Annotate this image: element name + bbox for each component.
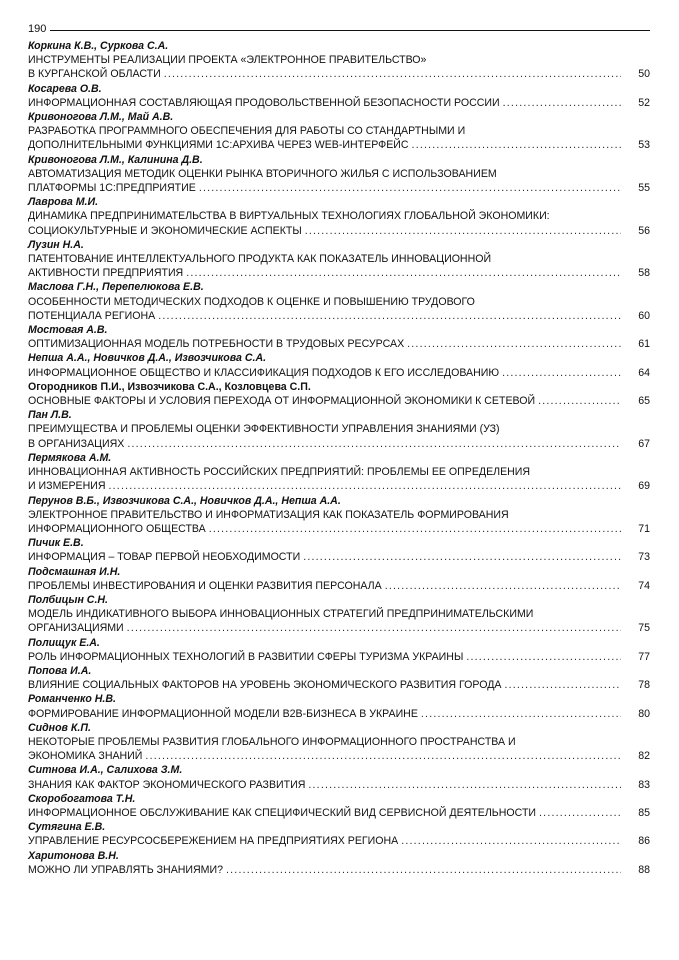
- entry-title: [28, 508, 650, 536]
- entry-title-line: ИНФОРМАЦИЯ – ТОВАР ПЕРВОЙ НЕОБХОДИМОСТИ: [28, 551, 301, 564]
- entry-authors: Скоробогатова Т.Н.: [28, 792, 136, 805]
- toc-entry: [28, 39, 650, 82]
- entry-authors: Полищук Е.А.: [28, 636, 100, 649]
- dot-leader: [308, 778, 621, 792]
- dot-leader: [385, 579, 621, 593]
- entry-title: [28, 295, 650, 323]
- entry-authors: Непша А.А., Новичков Д.А., Извозчикова С.А.: [28, 352, 267, 365]
- entry-authors: Сиднов К.П.: [28, 721, 91, 734]
- dot-leader: [538, 394, 621, 408]
- entry-page-number: 58: [638, 267, 650, 280]
- entry-authors: Коркина К.В., Суркова С.А.: [28, 40, 169, 52]
- entry-title-line: ЭЛЕКТРОННОЕ ПРАВИТЕЛЬСТВО И ИНФОРМАТИЗАЦИЯ КАК ПОКАЗАТЕЛЬ ФОРМИРОВАНИЯ: [28, 508, 509, 521]
- entry-title: [28, 252, 650, 280]
- entry-authors: Ситнова И.А., Салихова З.М.: [28, 764, 183, 777]
- dot-leader: [502, 366, 621, 380]
- toc-entry: [28, 763, 650, 791]
- entry-title-line: АКТИВНОСТИ ПРЕДПРИЯТИЯ: [28, 267, 184, 280]
- entry-page-number: 52: [638, 96, 650, 109]
- entry-title-last-line: [28, 522, 650, 536]
- entry-title: [28, 863, 650, 877]
- entry-title-last-line: [28, 749, 650, 763]
- entry-authors: Лаврова М.И.: [28, 196, 99, 209]
- dot-leader: [109, 479, 621, 493]
- dot-leader: [539, 806, 621, 820]
- entry-title-line: УПРАВЛЕНИЕ РЕСУРСОСБЕРЕЖЕНИЕМ НА ПРЕДПРИЯТИЯХ РЕГИОНА: [28, 835, 399, 848]
- dot-leader: [407, 337, 621, 351]
- entry-title-line: НЕКОТОРЫЕ ПРОБЛЕМЫ РАЗВИТИЯ ГЛОБАЛЬНОГО ИНФОРМАЦИОННОГО ПРОСТРАНСТВА И: [28, 735, 516, 748]
- entry-title-last-line: [28, 366, 650, 380]
- entry-title-last-line: [28, 394, 650, 408]
- entry-authors: Мостовая А.В.: [28, 324, 108, 337]
- entry-title-last-line: [28, 437, 650, 451]
- dot-leader: [158, 309, 621, 323]
- entry-title-last-line: [28, 707, 650, 721]
- entry-page-number: 78: [638, 679, 650, 692]
- toc-entry: [28, 664, 650, 692]
- dot-leader: [209, 522, 621, 536]
- entry-title-line: ИНФОРМАЦИОННОЕ ОБСЛУЖИВАНИЕ КАК СПЕЦИФИЧЕСКИЙ ВИД СЕРВИСНОЙ ДЕЯТЕЛЬНОСТИ: [28, 806, 537, 819]
- entry-title-last-line: [28, 181, 650, 195]
- toc-entry: [28, 849, 650, 877]
- toc-entry: [28, 82, 650, 110]
- toc-entry: [28, 380, 650, 408]
- entry-title: [28, 806, 650, 820]
- entry-title-line: ФОРМИРОВАНИЕ ИНФОРМАЦИОННОЙ МОДЕЛИ B2B-БИЗНЕСА В УКРАИНЕ: [28, 707, 418, 720]
- entry-title-line: РОЛЬ ИНФОРМАЦИОННЫХ ТЕХНОЛОГИЙ В РАЗВИТИИ СФЕРЫ ТУРИЗМА УКРАИНЫ: [28, 650, 464, 663]
- entry-title-line: ОПТИМИЗАЦИОННАЯ МОДЕЛЬ ПОТРЕБНОСТИ В ТРУДОВЫХ РЕСУРСАХ: [28, 338, 405, 351]
- entry-title-line: АВТОМАТИЗАЦИЯ МЕТОДИК ОЦЕНКИ РЫНКА ВТОРИЧНОГО ЖИЛЬЯ С ИСПОЛЬЗОВАНИЕМ: [28, 167, 497, 180]
- entry-title-line: ОРГАНИЗАЦИЯМИ: [28, 622, 124, 635]
- entry-authors: Романченко Н.В.: [28, 693, 116, 706]
- entry-authors: Подсмашная И.Н.: [28, 565, 121, 578]
- toc-entry: [28, 110, 650, 153]
- page-header: [28, 22, 650, 36]
- entry-title: [28, 394, 650, 408]
- entry-title-last-line: [28, 650, 650, 664]
- entry-title-line: ПРЕИМУЩЕСТВА И ПРОБЛЕМЫ ОЦЕНКИ ЭФФЕКТИВНОСТИ УПРАВЛЕНИЯ ЗНАНИЯМИ (УЗ): [28, 423, 500, 436]
- entry-title: [28, 607, 650, 635]
- entry-page-number: 67: [638, 437, 650, 450]
- entry-title: [28, 366, 650, 380]
- entry-title-line: ВЛИЯНИЕ СОЦИАЛЬНЫХ ФАКТОРОВ НА УРОВЕНЬ ЭКОНОМИЧЕСКОГО РАЗВИТИЯ ГОРОДА: [28, 679, 502, 692]
- entry-page-number: 74: [638, 579, 650, 592]
- entry-title: [28, 209, 650, 237]
- entry-title-last-line: [28, 266, 650, 280]
- entry-title-last-line: [28, 224, 650, 238]
- entry-page-number: 55: [638, 182, 650, 195]
- entry-title-last-line: [28, 778, 650, 792]
- entry-page-number: 73: [638, 551, 650, 564]
- entry-title: [28, 579, 650, 593]
- entry-title-line: МОДЕЛЬ ИНДИКАТИВНОГО ВЫБОРА ИННОВАЦИОННЫХ СТРАТЕГИЙ ПРЕДПРИНИМАТЕЛЬСКИМИ: [28, 608, 534, 621]
- toc-entry: [28, 323, 650, 351]
- dot-leader: [401, 834, 621, 848]
- entry-authors: Перунов В.Б., Извозчикова С.А., Новичков Д.А., Непша А.А.: [28, 494, 341, 507]
- entry-title-last-line: [28, 834, 650, 848]
- entry-title-last-line: [28, 337, 650, 351]
- entry-title: [28, 678, 650, 692]
- dot-leader: [303, 550, 621, 564]
- entry-authors: Сутягина Е.В.: [28, 821, 106, 834]
- entry-page-number: 69: [638, 480, 650, 493]
- entry-authors: Пермякова А.М.: [28, 451, 112, 464]
- entry-page-number: 86: [638, 835, 650, 848]
- table-of-contents: [28, 39, 650, 877]
- entry-page-number: 82: [638, 750, 650, 763]
- entry-title-line: РАЗРАБОТКА ПРОГРАММНОГО ОБЕСПЕЧЕНИЯ ДЛЯ РАБОТЫ СО СТАНДАРТНЫМИ И: [28, 125, 466, 138]
- entry-authors: Попова И.А.: [28, 664, 92, 677]
- dot-leader: [199, 181, 621, 195]
- entry-title-last-line: [28, 479, 650, 493]
- toc-entry: [28, 565, 650, 593]
- entry-title-last-line: [28, 138, 650, 152]
- entry-authors: Кривоногова Л.М., Калинина Д.В.: [28, 153, 203, 166]
- entry-page-number: 88: [638, 863, 650, 876]
- entry-title: [28, 337, 650, 351]
- entry-title: [28, 834, 650, 848]
- entry-title-last-line: [28, 621, 650, 635]
- entry-title: [28, 422, 650, 450]
- dot-leader: [145, 749, 621, 763]
- entry-title-line: ИНФОРМАЦИОННОГО ОБЩЕСТВА: [28, 522, 206, 535]
- entry-authors: Косарева О.В.: [28, 82, 102, 95]
- toc-entry: [28, 153, 650, 196]
- entry-title: [28, 778, 650, 792]
- entry-page-number: 56: [638, 224, 650, 237]
- dot-leader: [504, 678, 621, 692]
- entry-title-last-line: [28, 67, 650, 81]
- entry-page-number: 65: [638, 395, 650, 408]
- entry-title-line: ИННОВАЦИОННАЯ АКТИВНОСТЬ РОССИЙСКИХ ПРЕДПРИЯТИЙ: ПРОБЛЕМЫ ЕЕ ОПРЕДЕЛЕНИЯ: [28, 466, 531, 479]
- toc-entry: [28, 494, 650, 537]
- entry-title-last-line: [28, 579, 650, 593]
- dot-leader: [412, 138, 621, 152]
- entry-authors: Пичик Е.В.: [28, 537, 84, 550]
- entry-title: [28, 96, 650, 110]
- entry-authors: Пан Л.В.: [28, 409, 72, 422]
- entry-title-line: МОЖНО ЛИ УПРАВЛЯТЬ ЗНАНИЯМИ?: [28, 863, 224, 876]
- entry-title: [28, 167, 650, 195]
- entry-title: [28, 124, 650, 152]
- entry-title-last-line: [28, 550, 650, 564]
- entry-authors: Кривоногова Л.М., Май А.В.: [28, 111, 174, 124]
- toc-entry: [28, 721, 650, 764]
- header-rule: [50, 30, 650, 31]
- toc-entry: [28, 280, 650, 323]
- toc-entry: [28, 238, 650, 281]
- entry-title-line: СОЦИОКУЛЬТУРНЫЕ И ЭКОНОМИЧЕСКИЕ АСПЕКТЫ: [28, 224, 302, 237]
- entry-title-line: ОСОБЕННОСТИ МЕТОДИЧЕСКИХ ПОДХОДОВ К ОЦЕНКЕ И ПОВЫШЕНИЮ ТРУДОВОГО: [28, 295, 475, 308]
- entry-title-line: ПОТЕНЦИАЛА РЕГИОНА: [28, 309, 156, 322]
- dot-leader: [186, 266, 621, 280]
- entry-title-line: В ОРГАНИЗАЦИЯХ: [28, 437, 125, 450]
- entry-title: [28, 465, 650, 493]
- entry-page-number: 80: [638, 707, 650, 720]
- entry-page-number: 53: [638, 139, 650, 152]
- entry-title-line: ИНФОРМАЦИОННОЕ ОБЩЕСТВО И КЛАССИФИКАЦИЯ ПОДХОДОВ К ЕГО ИССЛЕДОВАНИЮ: [28, 366, 500, 379]
- entry-page-number: 71: [638, 522, 650, 535]
- entry-title-last-line: [28, 863, 650, 877]
- entry-authors: Маслова Г.Н., Перепелюкова Е.В.: [28, 281, 204, 294]
- entry-title-last-line: [28, 678, 650, 692]
- entry-title: [28, 735, 650, 763]
- entry-page-number: 50: [638, 68, 650, 81]
- entry-title-line: ДИНАМИКА ПРЕДПРИНИМАТЕЛЬСТВА В ВИРТУАЛЬНЫХ ТЕХНОЛОГИЯХ ГЛОБАЛЬНОЙ ЭКОНОМИКИ:: [28, 210, 550, 223]
- entry-page-number: 61: [638, 338, 650, 351]
- dot-leader: [127, 437, 621, 451]
- toc-entry: [28, 408, 650, 451]
- toc-entry: [28, 351, 650, 379]
- dot-leader: [226, 863, 621, 877]
- entry-page-number: 75: [638, 622, 650, 635]
- toc-entry: [28, 792, 650, 820]
- dot-leader: [466, 650, 621, 664]
- entry-title-line: ДОПОЛНИТЕЛЬНЫМИ ФУНКЦИЯМИ 1С:АРХИВА ЧЕРЕЗ WEB-ИНТЕРФЕЙС: [28, 139, 409, 152]
- entry-title-last-line: [28, 96, 650, 110]
- page-number: 190: [28, 23, 47, 35]
- dot-leader: [421, 707, 621, 721]
- toc-entry: [28, 593, 650, 636]
- entry-title-last-line: [28, 806, 650, 820]
- entry-title-line: ПРОБЛЕМЫ ИНВЕСТИРОВАНИЯ И ОЦЕНКИ РАЗВИТИЯ ПЕРСОНАЛА: [28, 579, 382, 592]
- dot-leader: [164, 67, 621, 81]
- entry-authors: Лузин Н.А.: [28, 238, 84, 251]
- entry-title-line: ИНСТРУМЕНТЫ РЕАЛИЗАЦИИ ПРОЕКТА «ЭЛЕКТРОННОЕ ПРАВИТЕЛЬСТВО»: [28, 54, 427, 67]
- toc-entry: [28, 692, 650, 720]
- dot-leader: [305, 224, 621, 238]
- entry-authors: Харитонова В.Н.: [28, 849, 119, 862]
- entry-page-number: 85: [638, 806, 650, 819]
- toc-entry: [28, 195, 650, 238]
- entry-page-number: 83: [638, 778, 650, 791]
- entry-title-line: ИНФОРМАЦИОННАЯ СОСТАВЛЯЮЩАЯ ПРОДОВОЛЬСТВЕННОЙ БЕЗОПАСНОСТИ РОССИИ: [28, 96, 500, 109]
- entry-title: [28, 53, 650, 81]
- entry-title-line: ПЛАТФОРМЫ 1С:ПРЕДПРИЯТИЕ: [28, 182, 196, 195]
- entry-title: [28, 707, 650, 721]
- entry-title-line: ЗНАНИЯ КАК ФАКТОР ЭКОНОМИЧЕСКОГО РАЗВИТИЯ: [28, 778, 306, 791]
- entry-page-number: 64: [638, 366, 650, 379]
- toc-entry: [28, 451, 650, 494]
- entry-title: [28, 650, 650, 664]
- entry-title: [28, 550, 650, 564]
- toc-entry: [28, 536, 650, 564]
- entry-title-last-line: [28, 309, 650, 323]
- entry-page-number: 77: [638, 650, 650, 663]
- toc-entry: [28, 636, 650, 664]
- toc-entry: [28, 820, 650, 848]
- entry-title-line: И ИЗМЕРЕНИЯ: [28, 480, 106, 493]
- entry-title-line: ЭКОНОМИКА ЗНАНИЙ: [28, 750, 143, 763]
- entry-authors: Полбицын С.Н.: [28, 593, 108, 606]
- dot-leader: [127, 621, 621, 635]
- entry-title-line: ПАТЕНТОВАНИЕ ИНТЕЛЛЕКТУАЛЬНОГО ПРОДУКТА КАК ПОКАЗАТЕЛЬ ИННОВАЦИОННОЙ: [28, 253, 492, 266]
- entry-authors: Огородников П.И., Извозчикова С.А., Козловцева С.П.: [28, 380, 311, 393]
- entry-page-number: 60: [638, 309, 650, 322]
- entry-title-line: В КУРГАНСКОЙ ОБЛАСТИ: [28, 68, 161, 81]
- entry-title-line: ОСНОВНЫЕ ФАКТОРЫ И УСЛОВИЯ ПЕРЕХОДА ОТ ИНФОРМАЦИОННОЙ ЭКОНОМИКИ К СЕТЕВОЙ: [28, 395, 536, 408]
- dot-leader: [503, 96, 621, 110]
